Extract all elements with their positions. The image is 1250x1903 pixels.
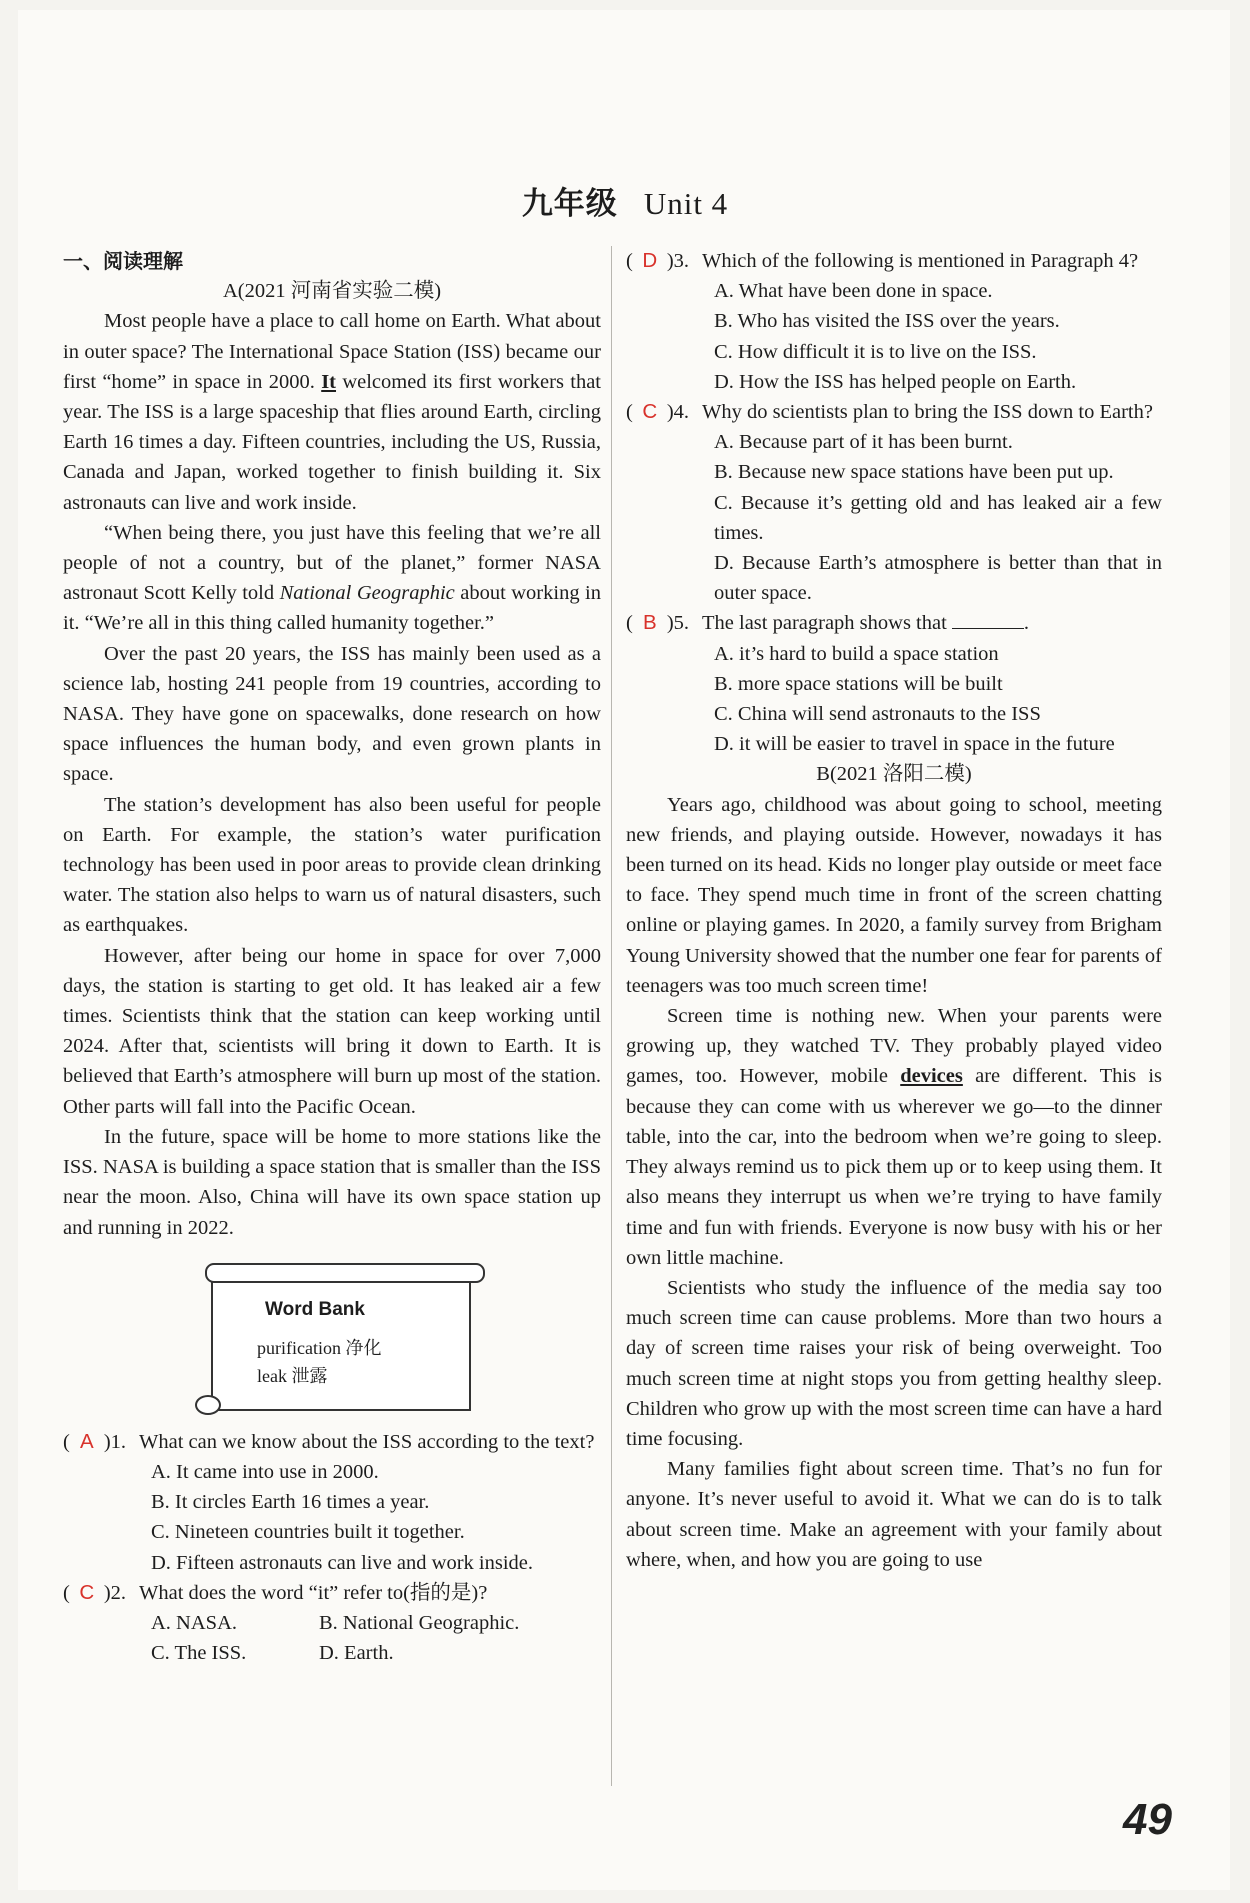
passage-a-paragraph-4: The station’s development has also been useful for people on Earth. For example, the station’s water purification technology has been used in poor areas to provide clean drinking water. The station also helps to warn us of natural disasters, such as earthquakes.: [63, 793, 601, 937]
answer-blank: [952, 612, 1024, 629]
passage-a-paragraph-3: Over the past 20 years, the ISS has mainly been used as a science lab, hosting 241 people from 19 countries, according to NASA. They have gone on spacewalks, done research on how space influences the human body, and even grown plants in space.: [63, 642, 601, 786]
passage-b-paragraph-2: Screen time is nothing new. When your parents were growing up, they watched TV. They probably played video games, too. However, mobile devices are different. This is because they can come with us wherever we go—to the dinner table, into the car, into the bedroom when we’re going to sleep. They always remind us to pick them up or to keep using them. It also means they interrupt us when we’re trying to have family time and fun with friends. Everyone is now busy with his or her own little machine.: [626, 1005, 1162, 1269]
question-option: C. Because it’s getting old and has leaked air a few times.: [714, 491, 1162, 544]
column-divider: [611, 246, 612, 1786]
scroll-curl-top: [205, 1263, 485, 1283]
question-option: A. Because part of it has been burnt.: [714, 431, 1013, 454]
question-options-row: [151, 1638, 601, 1668]
passage-b-paragraph-1: Years ago, childhood was about going to school, meeting new friends, and playing outside. However, nowadays it has been turned on its head. Kids no longer play outside or meet face to face. They spend much time in front of the screen chatting online or playing games. In 2020, a family survey from Brigham Young University showed that the number one fear for parents of teenagers was too much screen time!: [626, 793, 1162, 997]
question-option: D. How the ISS has helped people on Earth.: [714, 370, 1077, 393]
page-title: [0, 178, 1250, 223]
question-option: B. It circles Earth 16 times a year.: [151, 1491, 430, 1514]
passage-a-paragraph-2: “When being there, you just have this feeling that we’re all people of not a country, but of the planet,” former NASA astronaut Scott Kelly told National Geographic about working in it. “We’re all in this thing called humanity together.”: [63, 521, 601, 635]
grade-label: 九年级: [521, 186, 618, 222]
answer-mark: A: [79, 1429, 94, 1453]
question-option: D. Because Earth’s atmosphere is better than that in outer space.: [714, 552, 1162, 605]
word-bank-item: leak 泄露: [257, 1365, 328, 1387]
answer-mark: D: [642, 249, 658, 272]
question-option: A. NASA.: [151, 1611, 237, 1634]
question-option: B. Who has visited the ISS over the years.: [714, 310, 1060, 333]
question-option: B. Because new space stations have been put up.: [714, 461, 1114, 484]
question-option: C. China will send astronauts to the ISS: [714, 703, 1041, 726]
answer-mark: B: [642, 611, 657, 635]
answer-mark: C: [642, 400, 658, 424]
question-option: A. it’s hard to build a space station: [714, 642, 999, 665]
word-bank-title: Word Bank: [265, 1298, 365, 1320]
question-option: A. What have been done in space.: [714, 280, 993, 303]
passage-a-paragraph-1: Most people have a place to call home on Earth. What about in outer space? The International Space Station (ISS) became our first “home” in space in 2000. It welcomed its first workers that year. The ISS is a large spaceship that flies around Earth, circling Earth 16 times a day. Fifteen countries, including the US, Russia, Canada and Japan, worked together to finish building it. Six astronauts can live and work inside.: [63, 310, 601, 514]
question-option: D. Fifteen astronauts can live and work inside.: [151, 1551, 534, 1574]
question-option: D. Earth.: [319, 1642, 394, 1665]
passage-a-paragraph-5: However, after being our home in space for over 7,000 days, the station is starting to get old. It has leaked air a few times. Scientists think that the station can keep working until 2024. After that, scientists will bring it down to Earth. It is believed that Earth’s atmosphere will burn up most of the station. Other parts will fall into the Pacific Ocean.: [63, 944, 601, 1118]
question-option: C. The ISS.: [151, 1642, 247, 1665]
question-3: ( D )3. Which of the following is mentioned in Paragraph 4?: [626, 246, 1162, 276]
unit-label: Unit 4: [643, 186, 729, 221]
passage-b-paragraph-3: Scientists who study the influence of the media say too much screen time can cause problems. More than two hours a day of screen time raises your risk of being overweight. Too much screen time at night stops you from getting healthy sleep. Children who grow up with the most screen time can have a hard time focusing.: [626, 1276, 1162, 1450]
question-option: B. more space stations will be built: [714, 672, 1003, 695]
section-heading: 一、阅读理解: [63, 249, 183, 273]
question-2: ( C )2. What does the word “it” refer to(指的是)?: [63, 1578, 601, 1608]
question-stem: Which of the following is mentioned in Paragraph 4?: [702, 250, 1139, 272]
question-1: ( A )1. What can we know about the ISS according to the text?: [63, 1427, 601, 1457]
question-option: D. it will be easier to travel in space in the future: [714, 733, 1115, 756]
word-bank-item: purification 净化: [257, 1337, 382, 1359]
question-stem: The last paragraph shows that .: [702, 612, 1030, 635]
passage-a-source: A(2021 河南省实验二模): [222, 280, 442, 303]
question-5: ( B )5. The last paragraph shows that .: [626, 608, 1162, 638]
question-4: ( C )4. Why do scientists plan to bring the ISS down to Earth?: [626, 397, 1162, 427]
answer-mark: C: [79, 1580, 95, 1604]
left-column: [63, 246, 601, 1668]
right-column: [626, 246, 1162, 1575]
passage-b-paragraph-4: Many families fight about screen time. That’s no fun for anyone. It’s never useful to avoid it. What we can do is to talk about screen time. Make an agreement with your family about where, when, and how you are going to use: [626, 1458, 1162, 1571]
scroll-curl-bottom: [195, 1395, 221, 1415]
question-option: A. It came into use in 2000.: [151, 1460, 379, 1483]
question-stem: What can we know about the ISS according to the text?: [139, 1430, 595, 1453]
question-stem: Why do scientists plan to bring the ISS down to Earth?: [702, 401, 1153, 424]
question-option: C. Nineteen countries built it together.: [151, 1521, 465, 1544]
passage-a-paragraph-6: In the future, space will be home to more stations like the ISS. NASA is building a space station that is smaller than the ISS near the moon. Also, China will have its own space station up and running in 2022.: [63, 1125, 601, 1239]
page-number: 49: [1123, 1795, 1172, 1844]
word-bank-scroll: [195, 1257, 465, 1417]
question-option: C. How difficult it is to live on the ISS.: [714, 340, 1037, 363]
passage-b-source: B(2021 洛阳二模): [816, 763, 972, 786]
question-options-row: [151, 1608, 601, 1638]
question-option: B. National Geographic.: [319, 1611, 520, 1634]
question-stem: What does the word “it” refer to(指的是)?: [139, 1581, 488, 1604]
